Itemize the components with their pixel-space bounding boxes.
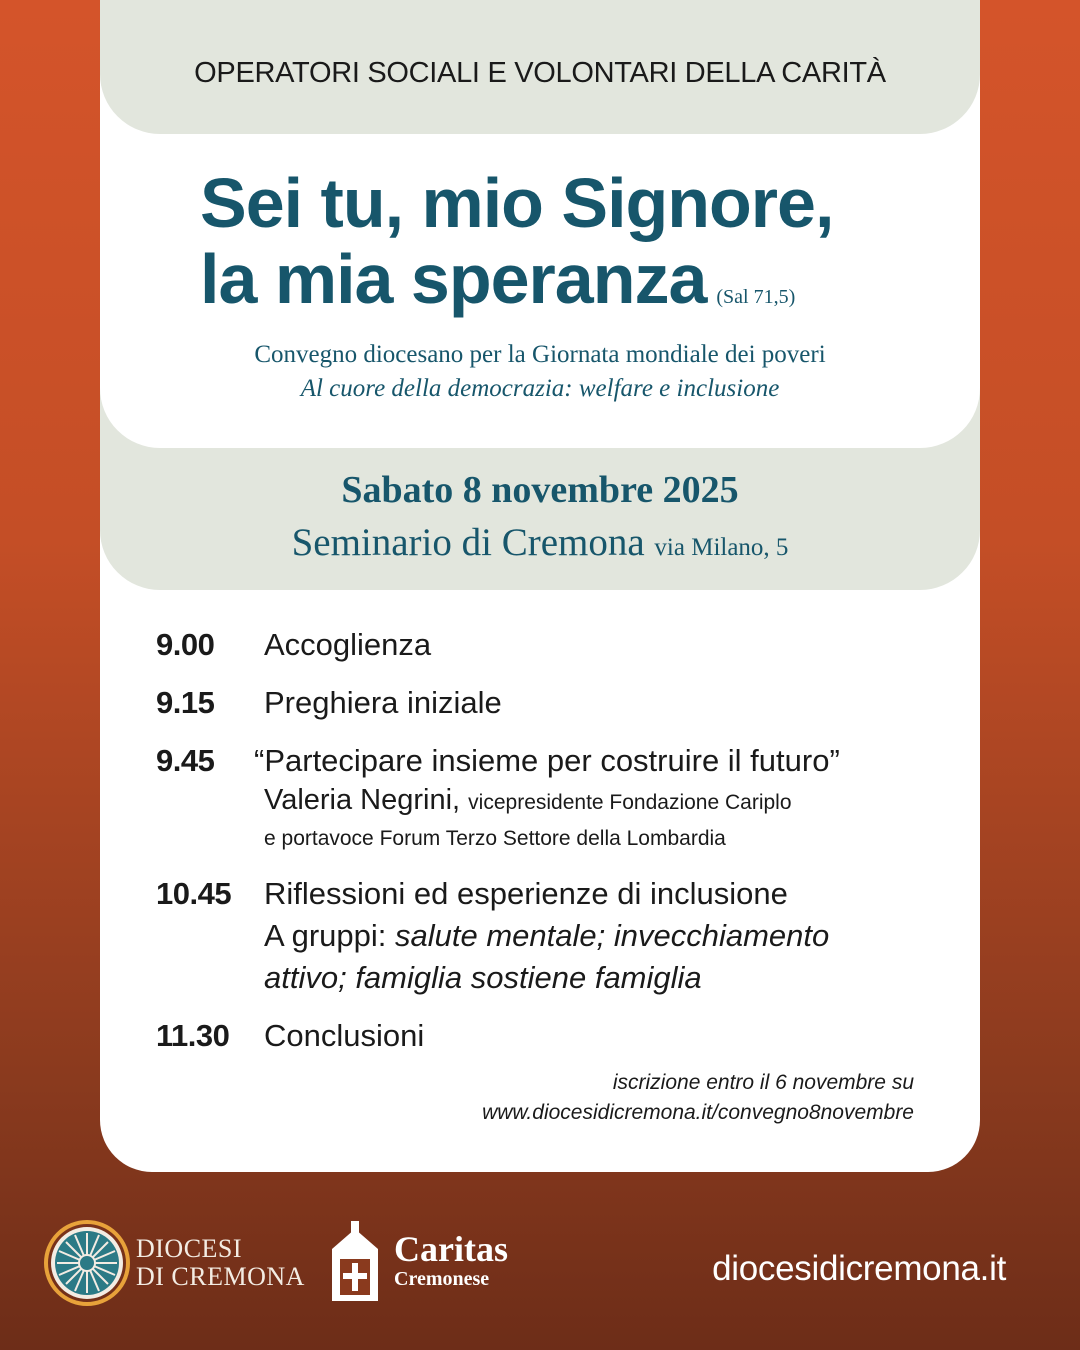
program-body [254, 740, 936, 857]
registration-link[interactable]: www.diocesidicremona.it/convegno8novembre [482, 1101, 914, 1124]
speaker-name: Valeria Negrini, [264, 784, 461, 816]
diocesi-rosette-icon [44, 1220, 130, 1306]
event-title [200, 165, 920, 335]
venue-address: via Milano, 5 [654, 534, 789, 561]
subtitle-line-1: Convegno diocesano per la Giornata mondiale dei poveri [254, 341, 826, 368]
groups-line-1 [264, 915, 936, 957]
groups-prefix: A gruppi: [264, 918, 387, 953]
event-date: Sabato 8 novembre 2025 [341, 469, 739, 511]
psalm-reference: (Sal 71,5) [716, 286, 796, 308]
poster-card [100, 0, 980, 1172]
program-title: Preghiera iniziale [264, 685, 502, 720]
program-item [156, 1015, 936, 1057]
registration-text: iscrizione entro il 6 novembre su [612, 1071, 914, 1094]
footer [0, 1215, 1080, 1325]
event-subtitle [100, 338, 980, 406]
diocesi-line-1: DIOCESI [136, 1234, 243, 1263]
caritas-line-2: Cremonese [394, 1268, 490, 1290]
speaker-line [264, 782, 936, 821]
session-title: Riflessioni ed esperienze di inclusione [264, 876, 788, 911]
groups-topics-1: salute mentale; invecchiamento [395, 918, 830, 953]
audience-label: OPERATORI SOCIALI E VOLONTARI DELLA CARITÀ [194, 56, 886, 89]
caritas-line-1: Caritas [394, 1229, 508, 1269]
program-item [156, 873, 936, 999]
caritas-logo [322, 1221, 508, 1301]
caritas-cross-icon [322, 1221, 388, 1301]
registration-note [482, 1068, 914, 1128]
subtitle-line-2: Al cuore della democrazia: welfare e inclusione [300, 375, 780, 402]
program-item [156, 624, 936, 666]
program-list [156, 624, 936, 1073]
title-line-1: Sei tu, mio Signore, [200, 164, 834, 242]
audience-band [100, 0, 980, 134]
program-time: 9.15 [156, 685, 215, 720]
title-line-2 [200, 241, 920, 335]
diocesi-wordmark [136, 1235, 305, 1291]
speaker-role-2: e portavoce Forum Terzo Settore della Lombardia [264, 827, 726, 850]
speaker-role: vicepresidente Fondazione Cariplo [468, 791, 792, 814]
diocesi-logo [44, 1220, 305, 1306]
program-item [156, 740, 936, 857]
talk-title: “Partecipare insieme per costruire il futuro” [254, 743, 840, 778]
program-time: 11.30 [156, 1018, 230, 1053]
program-title: Conclusioni [264, 1018, 425, 1053]
program-body [264, 873, 936, 999]
program-title: Accoglienza [264, 627, 432, 662]
groups-line-2 [264, 957, 936, 999]
caritas-wordmark [394, 1231, 508, 1291]
program-time: 9.00 [156, 627, 215, 662]
program-item [156, 682, 936, 724]
program-time: 10.45 [156, 876, 232, 911]
event-venue [100, 520, 980, 565]
program-time: 9.45 [156, 743, 215, 778]
groups-topics-2: attivo; famiglia sostiene famiglia [264, 960, 702, 995]
venue-name: Seminario di Cremona [291, 521, 645, 564]
diocesi-line-2: DI CREMONA [136, 1262, 305, 1291]
title-line-2-text: la mia speranza [200, 240, 707, 318]
website-link[interactable]: diocesidicremona.it [712, 1249, 1006, 1288]
